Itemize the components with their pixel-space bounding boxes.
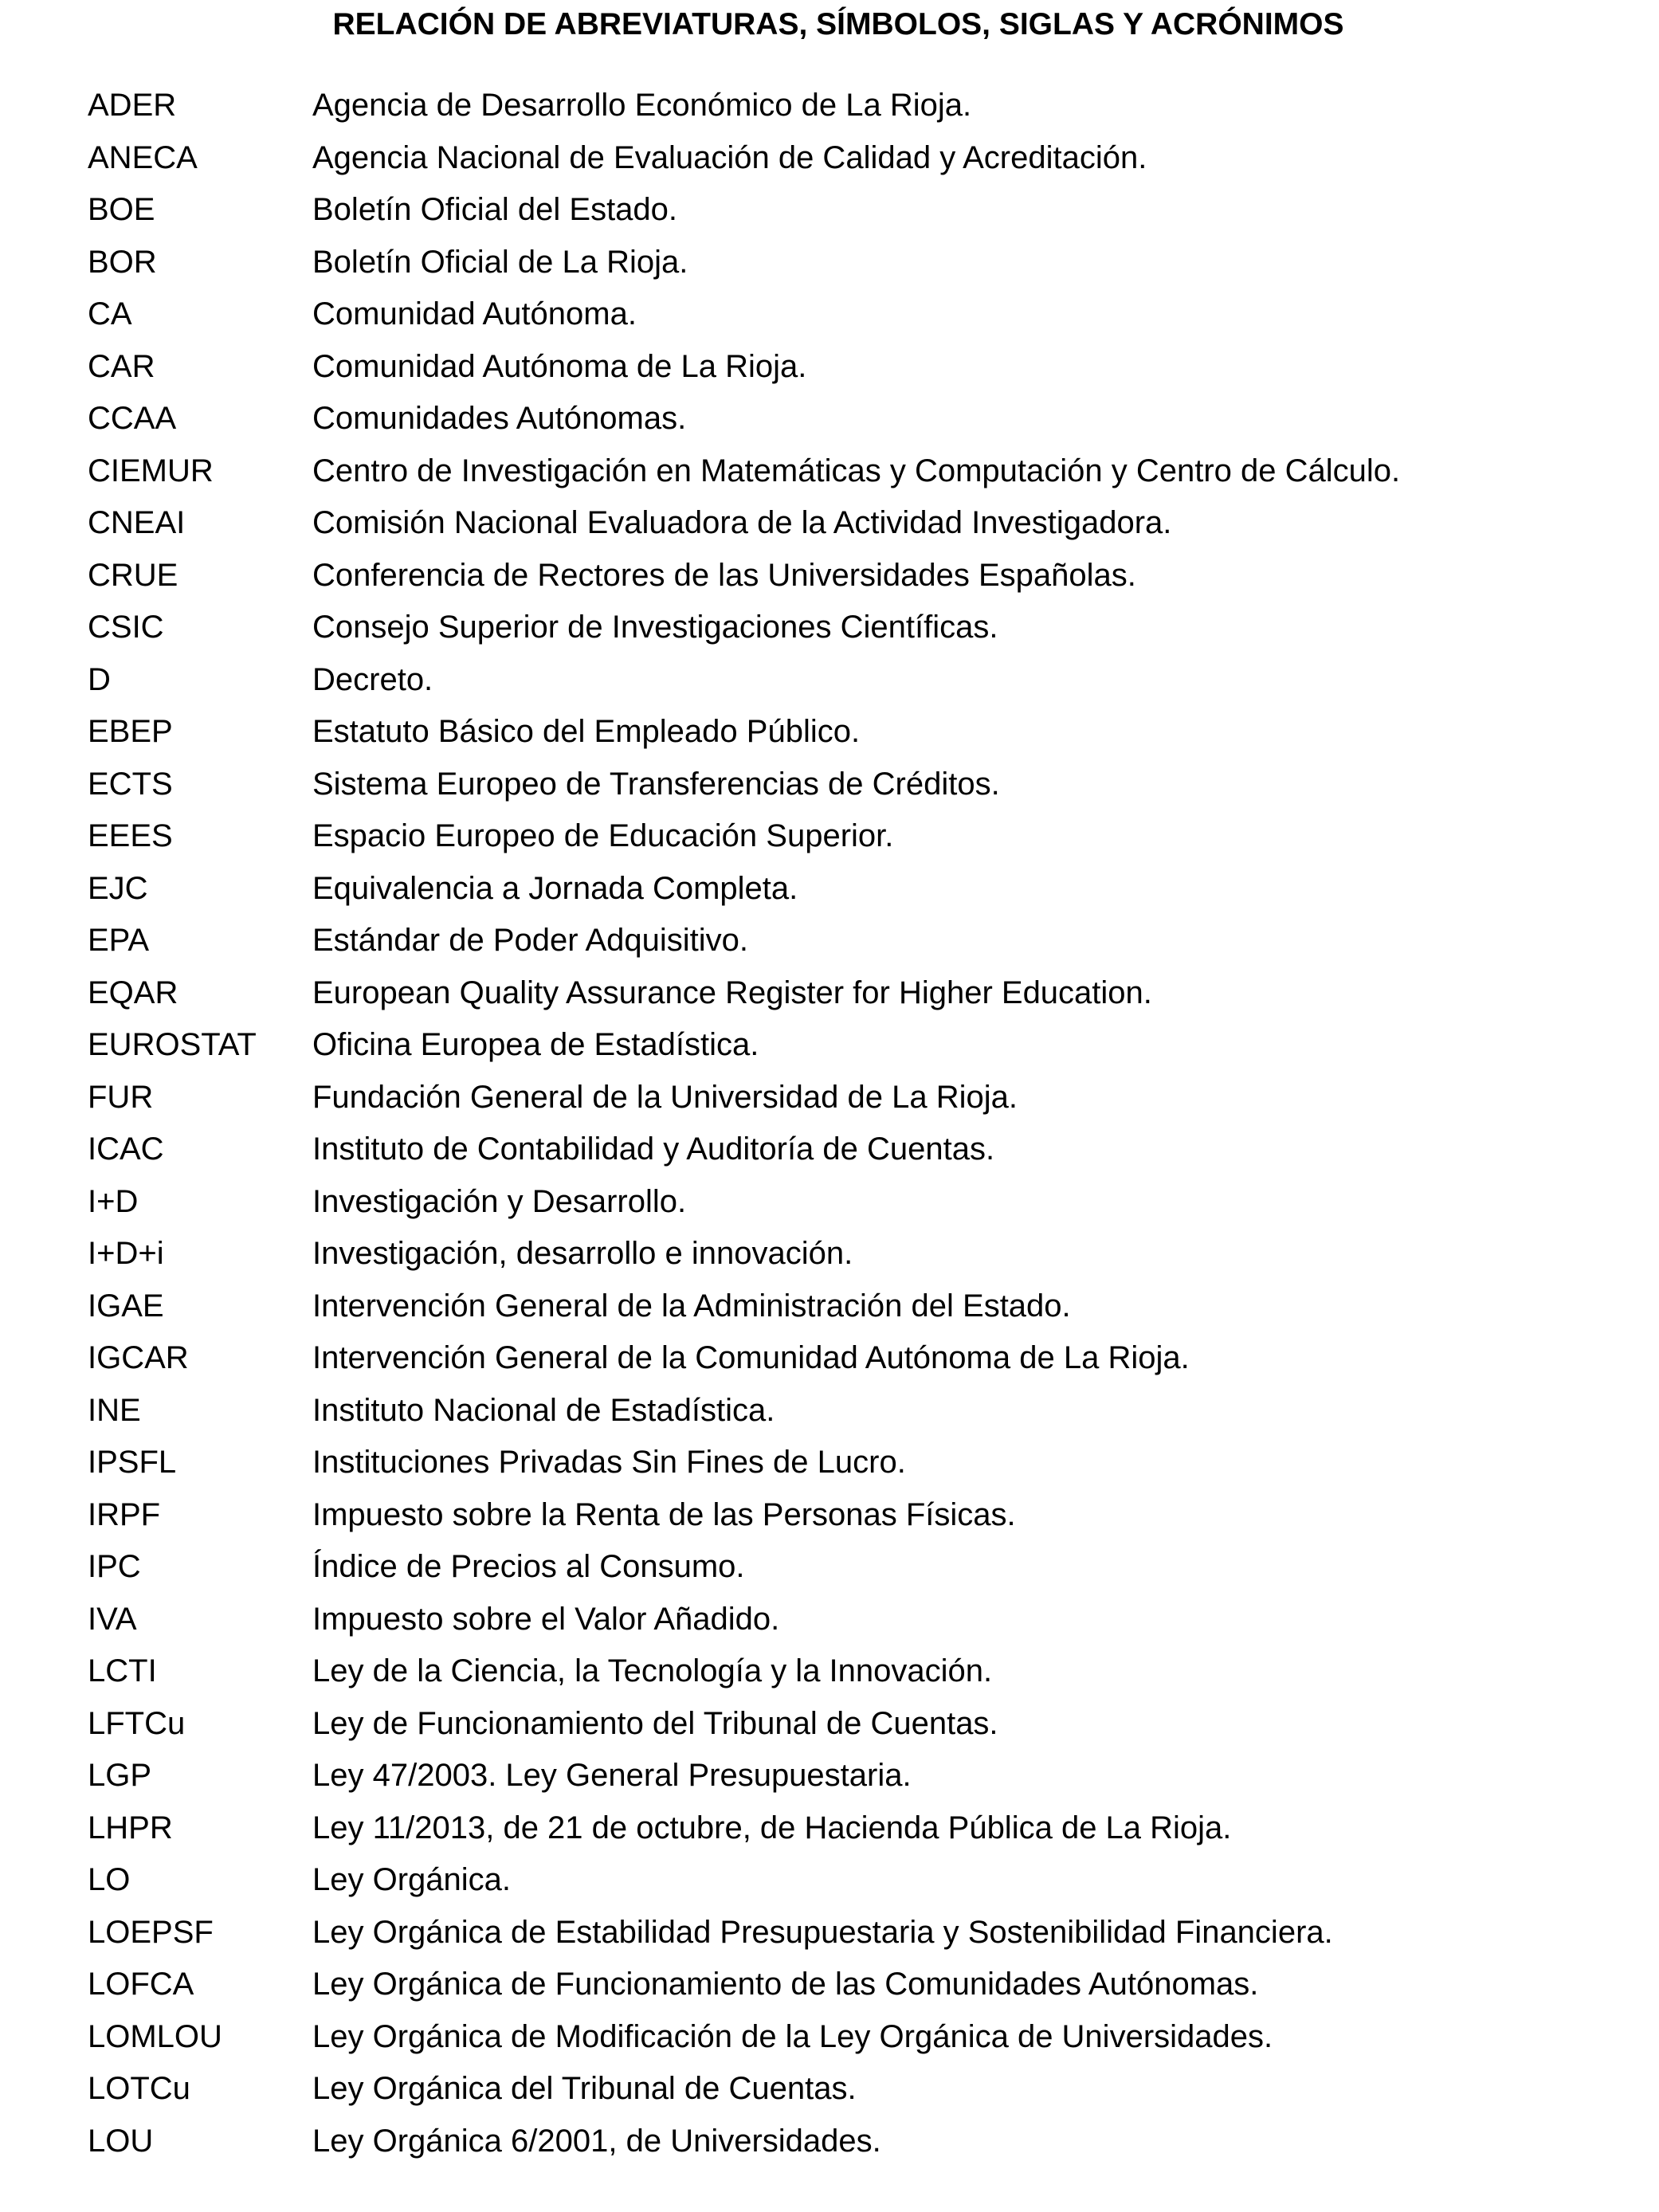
abbreviation-term: LOEPSF <box>88 1914 214 1950</box>
abbreviation-row <box>88 971 1641 1024</box>
abbreviation-term: IPSFL <box>88 1445 177 1480</box>
abbreviation-definition: Agencia de Desarrollo Económico de La Rioja. <box>312 88 972 123</box>
abbreviation-row <box>88 1649 1641 1702</box>
abbreviation-row <box>88 2067 1641 2120</box>
abbreviation-list <box>88 84 1641 2171</box>
abbreviation-definition: Instituto de Contabilidad y Auditoría de Cuentas. <box>312 1131 995 1167</box>
abbreviation-definition: Ley Orgánica. <box>312 1862 512 1897</box>
abbreviation-term: CCAA <box>88 401 177 436</box>
abbreviation-term: LOTCu <box>88 2071 190 2106</box>
abbreviation-definition: Conferencia de Rectores de las Universidades Españolas. <box>312 557 1136 593</box>
abbreviation-term: BOE <box>88 192 155 227</box>
abbreviation-definition: Ley 11/2013, de 21 de octubre, de Hacienda Pública de La Rioja. <box>312 1810 1232 1845</box>
abbreviation-definition: Ley de Funcionamiento del Tribunal de Cuentas. <box>312 1705 998 1741</box>
abbreviation-term: CSIC <box>88 610 164 645</box>
abbreviation-term: EUROSTAT <box>88 1027 257 1062</box>
abbreviation-row <box>88 2120 1641 2172</box>
abbreviation-row <box>88 814 1641 867</box>
abbreviation-row <box>88 1493 1641 1546</box>
abbreviation-row <box>88 136 1641 189</box>
abbreviation-term: FUR <box>88 1079 154 1115</box>
abbreviation-term: LHPR <box>88 1810 173 1845</box>
abbreviation-definition: Índice de Precios al Consumo. <box>312 1549 745 1584</box>
abbreviation-row <box>88 397 1641 449</box>
abbreviation-row <box>88 1441 1641 1493</box>
abbreviation-term: ECTS <box>88 766 173 802</box>
abbreviation-definition: Intervención General de la Comunidad Autónoma de La Rioja. <box>312 1340 1190 1375</box>
abbreviation-definition: Instituciones Privadas Sin Fines de Lucro. <box>312 1445 906 1480</box>
abbreviation-row <box>88 1545 1641 1598</box>
abbreviation-definition: Investigación, desarrollo e innovación. <box>312 1236 853 1271</box>
abbreviation-definition: Comisión Nacional Evaluadora de la Actividad Investigadora. <box>312 505 1172 540</box>
abbreviation-row <box>88 554 1641 606</box>
abbreviation-row <box>88 606 1641 658</box>
abbreviation-term: CA <box>88 296 132 331</box>
abbreviation-definition: Ley Orgánica de Modificación de la Ley Orgánica de Universidades. <box>312 2018 1273 2054</box>
abbreviation-definition: Investigación y Desarrollo. <box>312 1183 687 1219</box>
abbreviation-term: EEES <box>88 818 173 853</box>
abbreviation-term: LGP <box>88 1758 152 1793</box>
abbreviation-row <box>88 1911 1641 1963</box>
abbreviation-definition: Estatuto Básico del Empleado Público. <box>312 714 861 749</box>
abbreviation-term: LOMLOU <box>88 2018 222 2054</box>
abbreviation-row <box>88 292 1641 345</box>
abbreviation-definition: Boletín Oficial de La Rioja. <box>312 244 688 280</box>
abbreviation-row <box>88 1389 1641 1441</box>
abbreviation-definition: Ley 47/2003. Ley General Presupuestaria. <box>312 1758 912 1793</box>
abbreviation-row <box>88 1232 1641 1284</box>
abbreviation-row <box>88 763 1641 815</box>
abbreviation-term: CNEAI <box>88 505 186 540</box>
abbreviation-definition: Comunidad Autónoma. <box>312 296 637 331</box>
abbreviation-definition: Comunidades Autónomas. <box>312 401 687 436</box>
abbreviation-term: IGAE <box>88 1288 164 1324</box>
abbreviation-definition: Fundación General de la Universidad de La Rioja. <box>312 1079 1018 1115</box>
abbreviation-row <box>88 1858 1641 1911</box>
abbreviation-term: EJC <box>88 870 148 906</box>
abbreviation-term: IRPF <box>88 1496 161 1532</box>
abbreviation-row <box>88 1963 1641 2015</box>
abbreviation-definition: Centro de Investigación en Matemáticas y Computación y Centro de Cálculo. <box>312 453 1401 488</box>
abbreviation-definition: Consejo Superior de Investigaciones Científicas. <box>312 610 998 645</box>
abbreviation-row <box>88 1076 1641 1128</box>
abbreviation-term: LOU <box>88 2123 154 2159</box>
abbreviation-term: ICAC <box>88 1131 164 1167</box>
abbreviation-definition: Ley Orgánica del Tribunal de Cuentas. <box>312 2071 857 2106</box>
abbreviation-definition: Decreto. <box>312 661 433 697</box>
abbreviation-term: LCTI <box>88 1653 157 1688</box>
abbreviation-definition: Instituto Nacional de Estadística. <box>312 1392 775 1428</box>
abbreviation-term: EBEP <box>88 714 173 749</box>
abbreviation-term: LFTCu <box>88 1705 186 1741</box>
abbreviation-term: LOFCA <box>88 1967 194 2002</box>
abbreviation-row <box>88 867 1641 920</box>
abbreviation-definition: Agencia Nacional de Evaluación de Calidad y Acreditación. <box>312 139 1147 175</box>
abbreviation-definition: Ley Orgánica de Funcionamiento de las Comunidades Autónomas. <box>312 1967 1259 2002</box>
abbreviation-row <box>88 1128 1641 1180</box>
abbreviation-term: EQAR <box>88 975 178 1010</box>
abbreviation-term: BOR <box>88 244 157 280</box>
abbreviation-term: IPC <box>88 1549 141 1584</box>
abbreviation-term: CIEMUR <box>88 453 214 488</box>
abbreviation-term: ANECA <box>88 139 198 175</box>
abbreviation-definition: Ley de la Ciencia, la Tecnología y la Innovación. <box>312 1653 993 1688</box>
abbreviation-definition: Estándar de Poder Adquisitivo. <box>312 923 749 958</box>
abbreviation-row <box>88 501 1641 554</box>
abbreviation-term: IGCAR <box>88 1340 189 1375</box>
abbreviation-definition: European Quality Assurance Register for Higher Education. <box>312 975 1152 1010</box>
abbreviation-definition: Espacio Europeo de Educación Superior. <box>312 818 894 853</box>
page-title: RELACIÓN DE ABREVIATURAS, SÍMBOLOS, SIGLAS Y ACRÓNIMOS <box>332 7 1344 41</box>
abbreviation-definition: Comunidad Autónoma de La Rioja. <box>312 348 807 384</box>
abbreviation-row <box>88 449 1641 502</box>
abbreviation-row <box>88 241 1641 293</box>
abbreviation-term: IVA <box>88 1601 137 1637</box>
abbreviation-definition: Sistema Europeo de Transferencias de Créditos. <box>312 766 1000 802</box>
abbreviation-term: INE <box>88 1392 141 1428</box>
abbreviation-row <box>88 1806 1641 1859</box>
abbreviation-row <box>88 1180 1641 1233</box>
abbreviation-row <box>88 188 1641 241</box>
abbreviation-definition: Boletín Oficial del Estado. <box>312 192 678 227</box>
abbreviation-definition: Equivalencia a Jornada Completa. <box>312 870 798 906</box>
abbreviation-term: D <box>88 661 111 697</box>
abbreviation-term: LO <box>88 1862 131 1897</box>
abbreviation-row <box>88 1023 1641 1076</box>
abbreviation-row <box>88 1284 1641 1337</box>
abbreviation-row <box>88 658 1641 711</box>
abbreviation-row <box>88 1598 1641 1650</box>
abbreviation-row <box>88 1754 1641 1806</box>
abbreviation-definition: Intervención General de la Administración del Estado. <box>312 1288 1071 1324</box>
abbreviation-row <box>88 710 1641 763</box>
abbreviation-row <box>88 1702 1641 1755</box>
abbreviation-term: I+D+i <box>88 1236 164 1271</box>
abbreviation-term: CAR <box>88 348 155 384</box>
abbreviation-row <box>88 345 1641 398</box>
abbreviation-definition: Impuesto sobre la Renta de las Personas Físicas. <box>312 1496 1016 1532</box>
abbreviation-term: CRUE <box>88 557 178 593</box>
abbreviation-definition: Oficina Europea de Estadística. <box>312 1027 759 1062</box>
abbreviation-term: I+D <box>88 1183 139 1219</box>
abbreviation-term: EPA <box>88 923 150 958</box>
abbreviation-row <box>88 84 1641 136</box>
abbreviation-row <box>88 2015 1641 2068</box>
abbreviation-term: ADER <box>88 88 177 123</box>
abbreviation-row <box>88 919 1641 971</box>
abbreviation-definition: Impuesto sobre el Valor Añadido. <box>312 1601 780 1637</box>
abbreviation-definition: Ley Orgánica 6/2001, de Universidades. <box>312 2123 881 2159</box>
abbreviation-definition: Ley Orgánica de Estabilidad Presupuestaria y Sostenibilidad Financiera. <box>312 1914 1333 1950</box>
abbreviation-row <box>88 1336 1641 1389</box>
